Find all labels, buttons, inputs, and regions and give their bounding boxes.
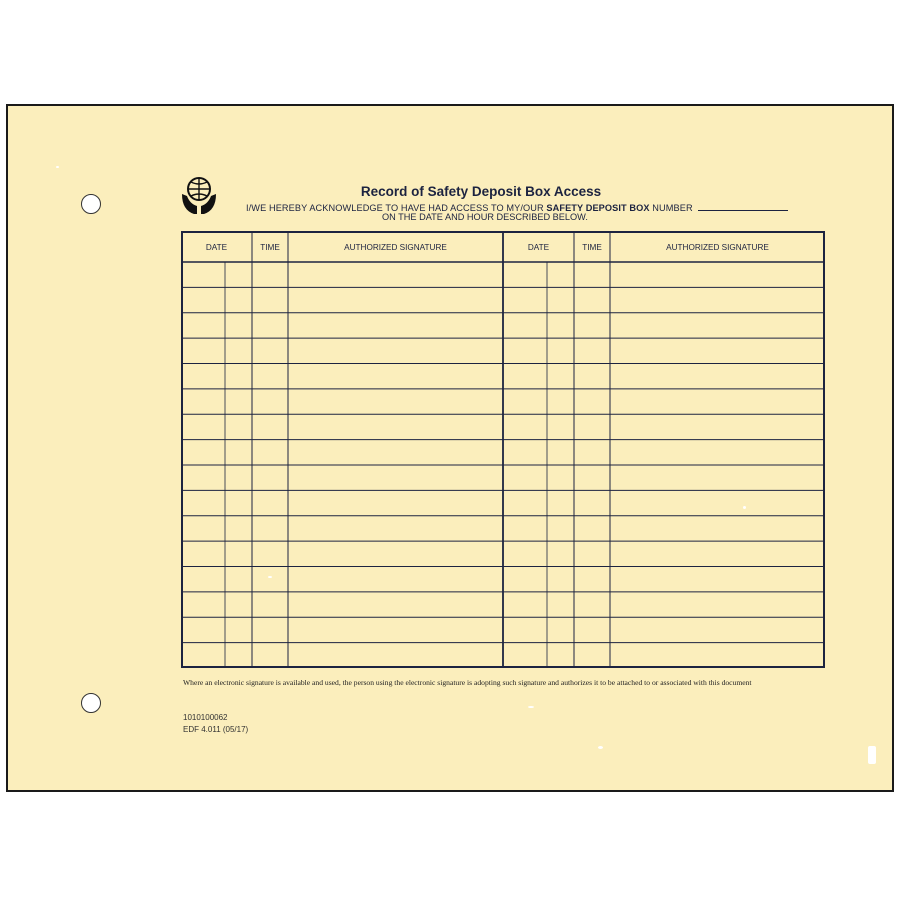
entry-cell[interactable] <box>289 542 502 565</box>
entry-cell[interactable] <box>253 441 287 464</box>
entry-cell[interactable] <box>253 466 287 489</box>
entry-cell[interactable] <box>504 441 573 464</box>
paper-speck <box>743 506 746 509</box>
entry-cell[interactable] <box>253 491 287 514</box>
entry-cell[interactable] <box>611 491 824 514</box>
entry-cell[interactable] <box>289 593 502 616</box>
entry-cell[interactable] <box>504 491 573 514</box>
column-header: AUTHORIZED SIGNATURE <box>344 243 447 252</box>
entry-cell[interactable] <box>611 644 824 667</box>
entry-cell[interactable] <box>182 415 251 438</box>
entry-cell[interactable] <box>253 365 287 388</box>
entry-cell[interactable] <box>611 593 824 616</box>
entry-cell[interactable] <box>182 466 251 489</box>
entry-cell[interactable] <box>182 339 251 362</box>
entry-cell[interactable] <box>504 517 573 540</box>
entry-cell[interactable] <box>504 415 573 438</box>
entry-cell[interactable] <box>182 390 251 413</box>
entry-cell[interactable] <box>182 288 251 311</box>
entry-cell[interactable] <box>504 365 573 388</box>
entry-cell[interactable] <box>289 339 502 362</box>
entry-cell[interactable] <box>289 466 502 489</box>
paper-speck <box>528 706 534 708</box>
entry-cell[interactable] <box>182 263 251 286</box>
entry-cell[interactable] <box>611 517 824 540</box>
entry-cell[interactable] <box>504 466 573 489</box>
entry-cell[interactable] <box>289 618 502 641</box>
entry-cell[interactable] <box>182 314 251 337</box>
entry-cell[interactable] <box>504 644 573 667</box>
entry-cell[interactable] <box>182 593 251 616</box>
entry-cell[interactable] <box>289 314 502 337</box>
entry-cell[interactable] <box>611 542 824 565</box>
entry-cell[interactable] <box>253 415 287 438</box>
entry-cell[interactable] <box>611 568 824 591</box>
entry-cell[interactable] <box>182 441 251 464</box>
entry-cell[interactable] <box>611 415 824 438</box>
entry-cell[interactable] <box>611 314 824 337</box>
box-number-blank[interactable] <box>698 201 788 211</box>
entry-cell[interactable] <box>182 644 251 667</box>
ack-part1: I/WE HEREBY ACKNOWLEDGE TO HAVE HAD ACCESS TO MY/OUR <box>246 203 544 213</box>
entry-cell[interactable] <box>611 288 824 311</box>
hands-holding-globe-icon <box>180 176 218 216</box>
entry-cell[interactable] <box>182 365 251 388</box>
entry-cell[interactable] <box>182 517 251 540</box>
entry-cell[interactable] <box>504 263 573 286</box>
entry-cell[interactable] <box>289 365 502 388</box>
ack-line2: ON THE DATE AND HOUR DESCRIBED BELOW. <box>382 212 588 222</box>
entry-cell[interactable] <box>575 568 609 591</box>
entry-cell[interactable] <box>289 491 502 514</box>
punch-hole-top <box>81 194 101 214</box>
column-header: AUTHORIZED SIGNATURE <box>666 243 769 252</box>
paper-speck <box>56 166 59 168</box>
entry-cell[interactable] <box>182 491 251 514</box>
ack-part2: NUMBER <box>652 203 693 213</box>
entry-cell[interactable] <box>289 517 502 540</box>
entry-cell[interactable] <box>575 618 609 641</box>
entry-cell[interactable] <box>611 441 824 464</box>
entry-cell[interactable] <box>504 288 573 311</box>
entry-cell[interactable] <box>575 365 609 388</box>
entry-cell[interactable] <box>253 644 287 667</box>
entry-cell[interactable] <box>289 390 502 413</box>
entry-cell[interactable] <box>575 390 609 413</box>
entry-cell[interactable] <box>253 517 287 540</box>
entry-cell[interactable] <box>575 491 609 514</box>
entry-cell[interactable] <box>253 593 287 616</box>
entry-cell[interactable] <box>575 314 609 337</box>
entry-cell[interactable] <box>504 390 573 413</box>
entry-cell[interactable] <box>575 415 609 438</box>
entry-cell[interactable] <box>289 263 502 286</box>
entry-cell[interactable] <box>504 593 573 616</box>
ack-bold: SAFETY DEPOSIT BOX <box>546 203 650 213</box>
entry-cell[interactable] <box>289 441 502 464</box>
column-header: TIME <box>582 243 602 252</box>
punch-hole-bottom <box>81 693 101 713</box>
entry-cell[interactable] <box>611 339 824 362</box>
paper-speck <box>598 746 603 749</box>
column-header: TIME <box>260 243 280 252</box>
form-number: 1010100062 <box>183 713 228 722</box>
entry-cell[interactable] <box>611 390 824 413</box>
entry-cell[interactable] <box>289 568 502 591</box>
entry-cell[interactable] <box>504 314 573 337</box>
entry-cell[interactable] <box>575 644 609 667</box>
entry-cell[interactable] <box>575 542 609 565</box>
entry-cell[interactable] <box>182 618 251 641</box>
entry-cell[interactable] <box>575 593 609 616</box>
entry-cell[interactable] <box>504 542 573 565</box>
entry-cell[interactable] <box>182 542 251 565</box>
paper-speck <box>268 576 272 578</box>
column-header: DATE <box>205 243 228 252</box>
entry-cell[interactable] <box>253 288 287 311</box>
entry-cell[interactable] <box>611 466 824 489</box>
entry-cell[interactable] <box>253 390 287 413</box>
entry-cell[interactable] <box>289 415 502 438</box>
entry-cell[interactable] <box>575 517 609 540</box>
entry-cell[interactable] <box>253 542 287 565</box>
entry-cell[interactable] <box>575 339 609 362</box>
entry-cell[interactable] <box>289 288 502 311</box>
entry-cell[interactable] <box>289 644 502 667</box>
entry-cell[interactable] <box>575 466 609 489</box>
entry-cell[interactable] <box>253 568 287 591</box>
entry-cell[interactable] <box>253 314 287 337</box>
access-record-card <box>6 104 894 792</box>
form-code: EDF 4.011 (05/17) <box>183 725 249 734</box>
entry-cell[interactable] <box>575 441 609 464</box>
paper-speck <box>868 746 876 764</box>
entry-cell[interactable] <box>504 618 573 641</box>
access-log-table <box>181 231 825 668</box>
electronic-signature-note: Where an electronic signature is available and used, the person using the electronic signature is adopting such signature and authorizes it to be attached to or associated with this document <box>183 678 752 687</box>
entry-cell[interactable] <box>504 568 573 591</box>
form-title: Record of Safety Deposit Box Access <box>360 184 602 199</box>
entry-cell[interactable] <box>611 263 824 286</box>
entry-cell[interactable] <box>253 339 287 362</box>
entry-cell[interactable] <box>504 339 573 362</box>
entry-cell[interactable] <box>611 365 824 388</box>
entry-cell[interactable] <box>575 263 609 286</box>
entry-cell[interactable] <box>253 618 287 641</box>
entry-cell[interactable] <box>253 263 287 286</box>
entry-cell[interactable] <box>182 568 251 591</box>
entry-cell[interactable] <box>575 288 609 311</box>
column-header: DATE <box>527 243 550 252</box>
entry-cell[interactable] <box>611 618 824 641</box>
